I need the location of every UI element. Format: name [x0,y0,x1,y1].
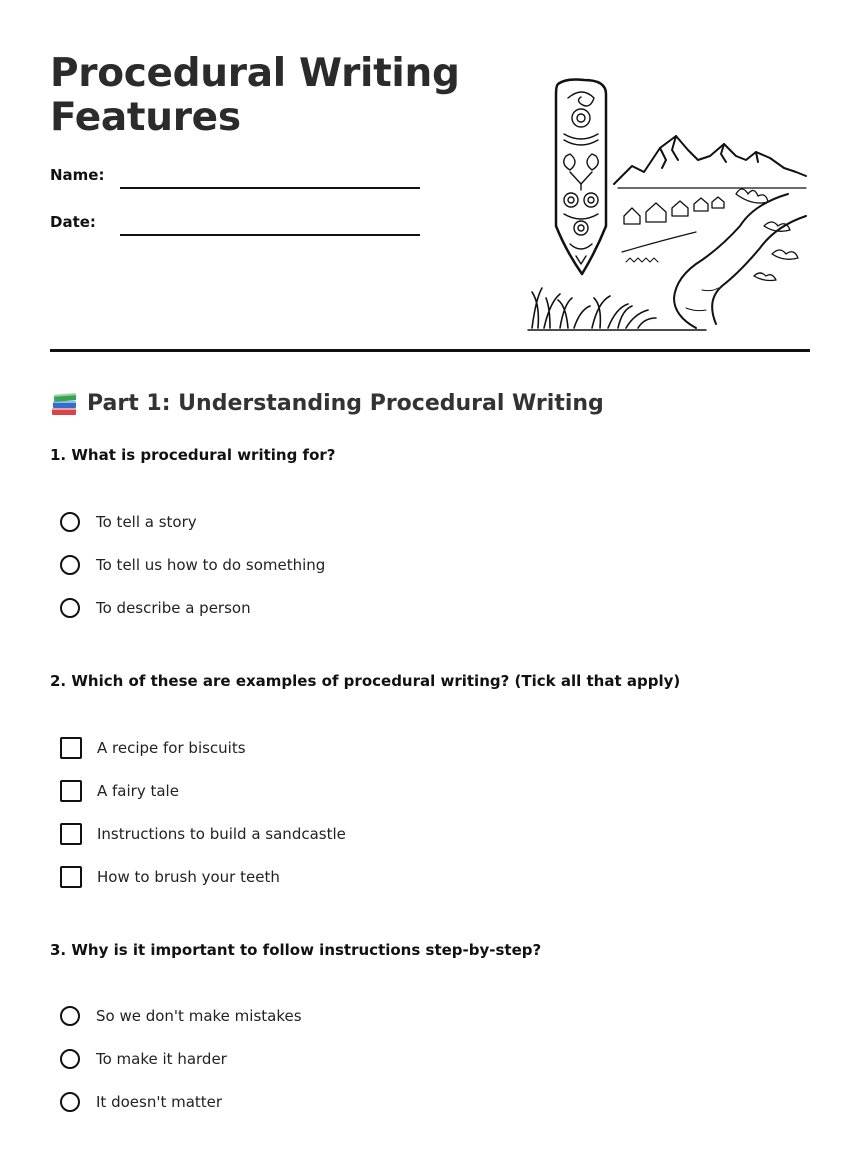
option-label: A fairy tale [97,782,179,800]
radio-button[interactable] [60,512,80,532]
radio-button[interactable] [60,1006,80,1026]
option-label: Instructions to build a sandcastle [97,825,346,843]
date-write-line[interactable] [120,234,420,236]
question-3: 3. Why is it important to follow instructions step-by-step? [50,941,542,959]
radio-button[interactable] [60,1049,80,1069]
name-write-line[interactable] [120,187,420,189]
checkbox[interactable] [60,866,82,888]
q2-option-2[interactable] [60,778,179,804]
question-1: 1. What is procedural writing for? [50,446,336,464]
radio-button[interactable] [60,598,80,618]
name-label: Name: [50,166,105,184]
option-label: To tell a story [96,513,197,531]
title-line-2: Features [50,95,241,140]
q3-option-3[interactable] [60,1089,222,1115]
header-divider [50,349,810,352]
radio-button[interactable] [60,1092,80,1112]
question-2: 2. Which of these are examples of procedural writing? (Tick all that apply) [50,672,681,690]
q2-option-4[interactable] [60,864,280,890]
pou-landscape-illustration [526,76,810,334]
q2-option-3[interactable] [60,821,346,847]
checkbox[interactable] [60,823,82,845]
option-label: So we don't make mistakes [96,1007,302,1025]
part1-heading-text: Part 1: Understanding Procedural Writing [87,391,604,416]
q3-option-2[interactable] [60,1046,227,1072]
q3-option-1[interactable] [60,1003,302,1029]
option-label: It doesn't matter [96,1093,223,1111]
option-label: To tell us how to do something [96,556,326,574]
radio-button[interactable] [60,555,80,575]
option-label: To make it harder [96,1050,227,1068]
q1-option-2[interactable] [60,552,325,578]
checkbox[interactable] [60,780,82,802]
checkbox[interactable] [60,737,82,759]
q2-option-1[interactable] [60,735,246,761]
books-icon [50,391,78,417]
date-label: Date: [50,213,96,231]
q1-option-3[interactable] [60,595,251,621]
option-label: A recipe for biscuits [97,739,246,757]
option-label: To describe a person [96,599,251,617]
option-label: How to brush your teeth [97,868,280,886]
part1-heading [50,389,604,419]
q1-option-1[interactable] [60,509,197,535]
worksheet-title [50,52,460,140]
title-line-1: Procedural Writing [50,51,460,96]
